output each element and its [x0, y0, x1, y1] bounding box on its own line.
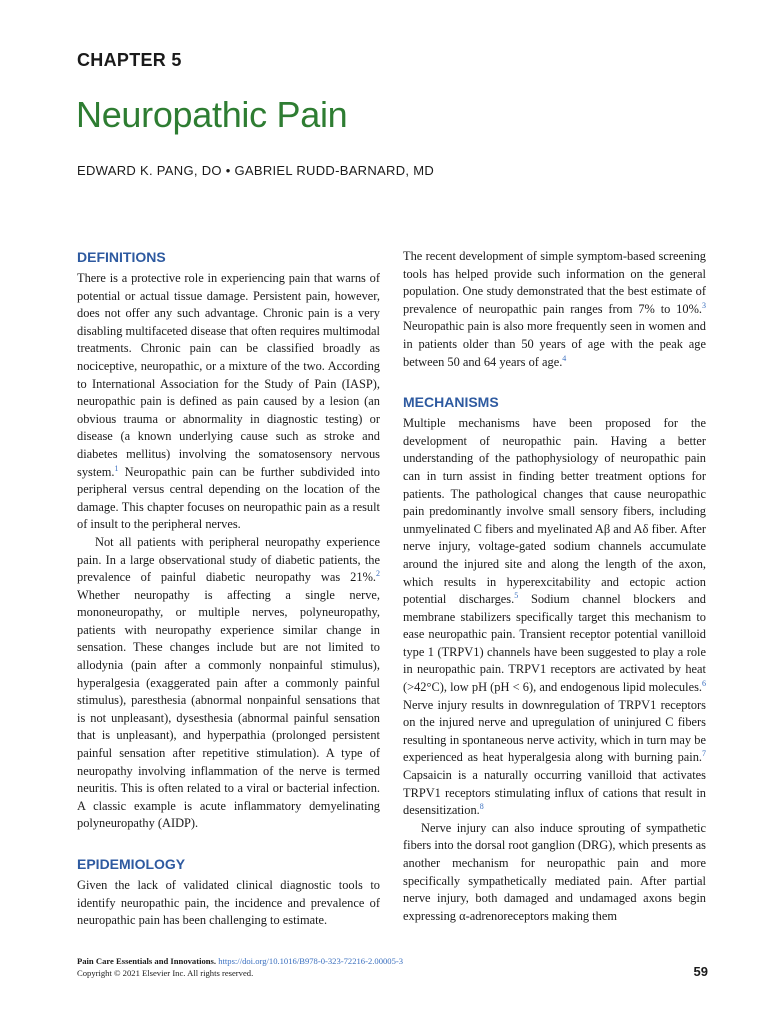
citation-4[interactable]: 4	[562, 353, 567, 363]
definitions-paragraph-2: Not all patients with peripheral neuropathy experience pain. In a large observational study of diabetic patients, the prevalence of painful diabetic neuropathy was 21%.$^2$ Whether neuropathy is affecting a single nerve, mononeuropathy, or multiple nerves, polyneuropathy, patients with neuropathy experience similar change in sensation. These changes include but are not limited to allodynia (pain after a commonly nonpainful stimulus), hyperalgesia (exaggerated pain after a commonly painful stimulus), paresthesia (abnormal nonpainful sensations that is not unpleasant), dysesthesia (abnormal painful sensation that is unpleasant), and hyperpathia (prolonged persistent painful sensation after repetitive stimulation). A type of neuropathy involving inflammation of the nerve is termed neuritis. This is often related to a viral or bacterial infection. A classic example is acute inflammatory demyelinating polyneuropathy (AIDP).	[77, 534, 380, 831]
section-heading-mechanisms: MECHANISMS	[403, 394, 499, 411]
citation-3[interactable]: 3	[702, 300, 706, 310]
mechanisms-paragraph-1: Multiple mechanisms have been proposed for the development of neuropathic pain. Having a better understanding of the pathophysiology of neuropathic pain can in turn assist in finding better treatment options for patients. The pathological changes that cause neuropathic pain predominantly involve small sensory fibers, including unmyelinated C fibers and myelinated Aβ and Aδ fiber. After nerve injury, voltage-gated sodium channels accumulate around the injured site and along the length of the axon, which results in hyperexcitability and ectopic action potential discharges.$^5$ Sodium channel blockers and membrane stabilizers specifically target this mechanism to ease neuropathic pain. Transient receptor potential vanilloid type 1 (TRPV1) channels have been suggested to play a role in neuropathic pain. TRPV1 receptors are activated by heat (>42°C), low pH (pH < 6), and endogenous lipid molecules.$^6$ Nerve injury results in downregulation of TRPV1 receptors on the injured nerve and upregulation of uninjured C fibers resulting in spontaneous nerve activity, which in turn may be experienced as heat hyperalgesia along with burning pain.$^7$ Capsaicin is a naturally occurring vanilloid that activates TRPV1 receptors stimulating influx of cations that result in desensitization.$^8$	[403, 416, 707, 818]
chapter-label: CHAPTER 5	[77, 50, 182, 70]
page-footer	[77, 955, 403, 979]
right-column	[403, 248, 706, 925]
citation-5[interactable]: 5	[514, 590, 519, 600]
left-column	[77, 248, 380, 930]
footer-doi-link[interactable]: https://doi.org/10.1016/B978-0-323-72216-2.00005-3	[218, 956, 404, 966]
definitions-paragraph-1: There is a protective role in experiencing pain that warns of potential or actual tissue damage. Persistent pain, however, does not offer any such advantage. Chronic pain is a very disabling multifaceted disease that often requires multimodal treatments. Chronic pain can be classified broadly as nociceptive, neuropathic, or a mixture of the two. According to International Association for the Study of Pain (IASP), neuropathic pain is defined as pain caused by a lesion (an obvious trauma or abnormality in diagnostic testing) or disease (a known underlying cause such as stroke and diabetes mellitus) involving the somatosensory nervous system.$^1$ Neuropathic pain can be further subdivided into peripheral versus central depending on the location of the damage. This chapter focuses on neuropathic pain as a result of insult to the peripheral nerves.	[77, 271, 380, 532]
chapter-authors: EDWARD K. PANG, DO • GABRIEL RUDD-BARNARD, MD	[77, 163, 435, 178]
footer-copyright: Copyright © 2021 Elsevier Inc. All rights reserved.	[77, 968, 254, 978]
epidemiology-paragraph-2: The recent development of simple symptom-based screening tools has helped provide such information on the general population. One study demonstrated that the best estimate of prevalence of neuropathic pain ranges from 7% to 10%.$^3$ Neuropathic pain is also more frequently seen in women and in patients older than 50 years of age with the peak age between 50 and 64 years of age.$^4$	[403, 249, 706, 369]
chapter-title: Neuropathic Pain	[76, 94, 348, 135]
footer-citation-line	[77, 955, 403, 967]
section-heading-epidemiology: EPIDEMIOLOGY	[77, 856, 186, 872]
citation-6[interactable]: 6	[702, 678, 706, 688]
citation-7[interactable]: 7	[702, 749, 706, 759]
citation-8[interactable]: 8	[479, 802, 484, 812]
citation-2[interactable]: 2	[376, 568, 380, 578]
page-number: 59	[693, 964, 708, 979]
section-heading-definitions: DEFINITIONS	[77, 249, 166, 265]
mechanisms-paragraph-2: Nerve injury can also induce sprouting of sympathetic fibers into the dorsal root ganglion (DRG), which presents as another mechanism for neuropathic pain and more specifically sympathetically mediated pain. After partial nerve injury, both damaged and undamaged axons begin expressing α-adrenoreceptors making them	[403, 820, 706, 923]
footer-book-title: Pain Care Essentials and Innovations.	[77, 956, 217, 966]
epidemiology-paragraph-1: Given the lack of validated clinical diagnostic tools to identify neuropathic pain, the incidence and prevalence of neuropathic pain has been challenging to estimate.	[77, 878, 380, 928]
citation-1[interactable]: 1	[114, 463, 119, 473]
